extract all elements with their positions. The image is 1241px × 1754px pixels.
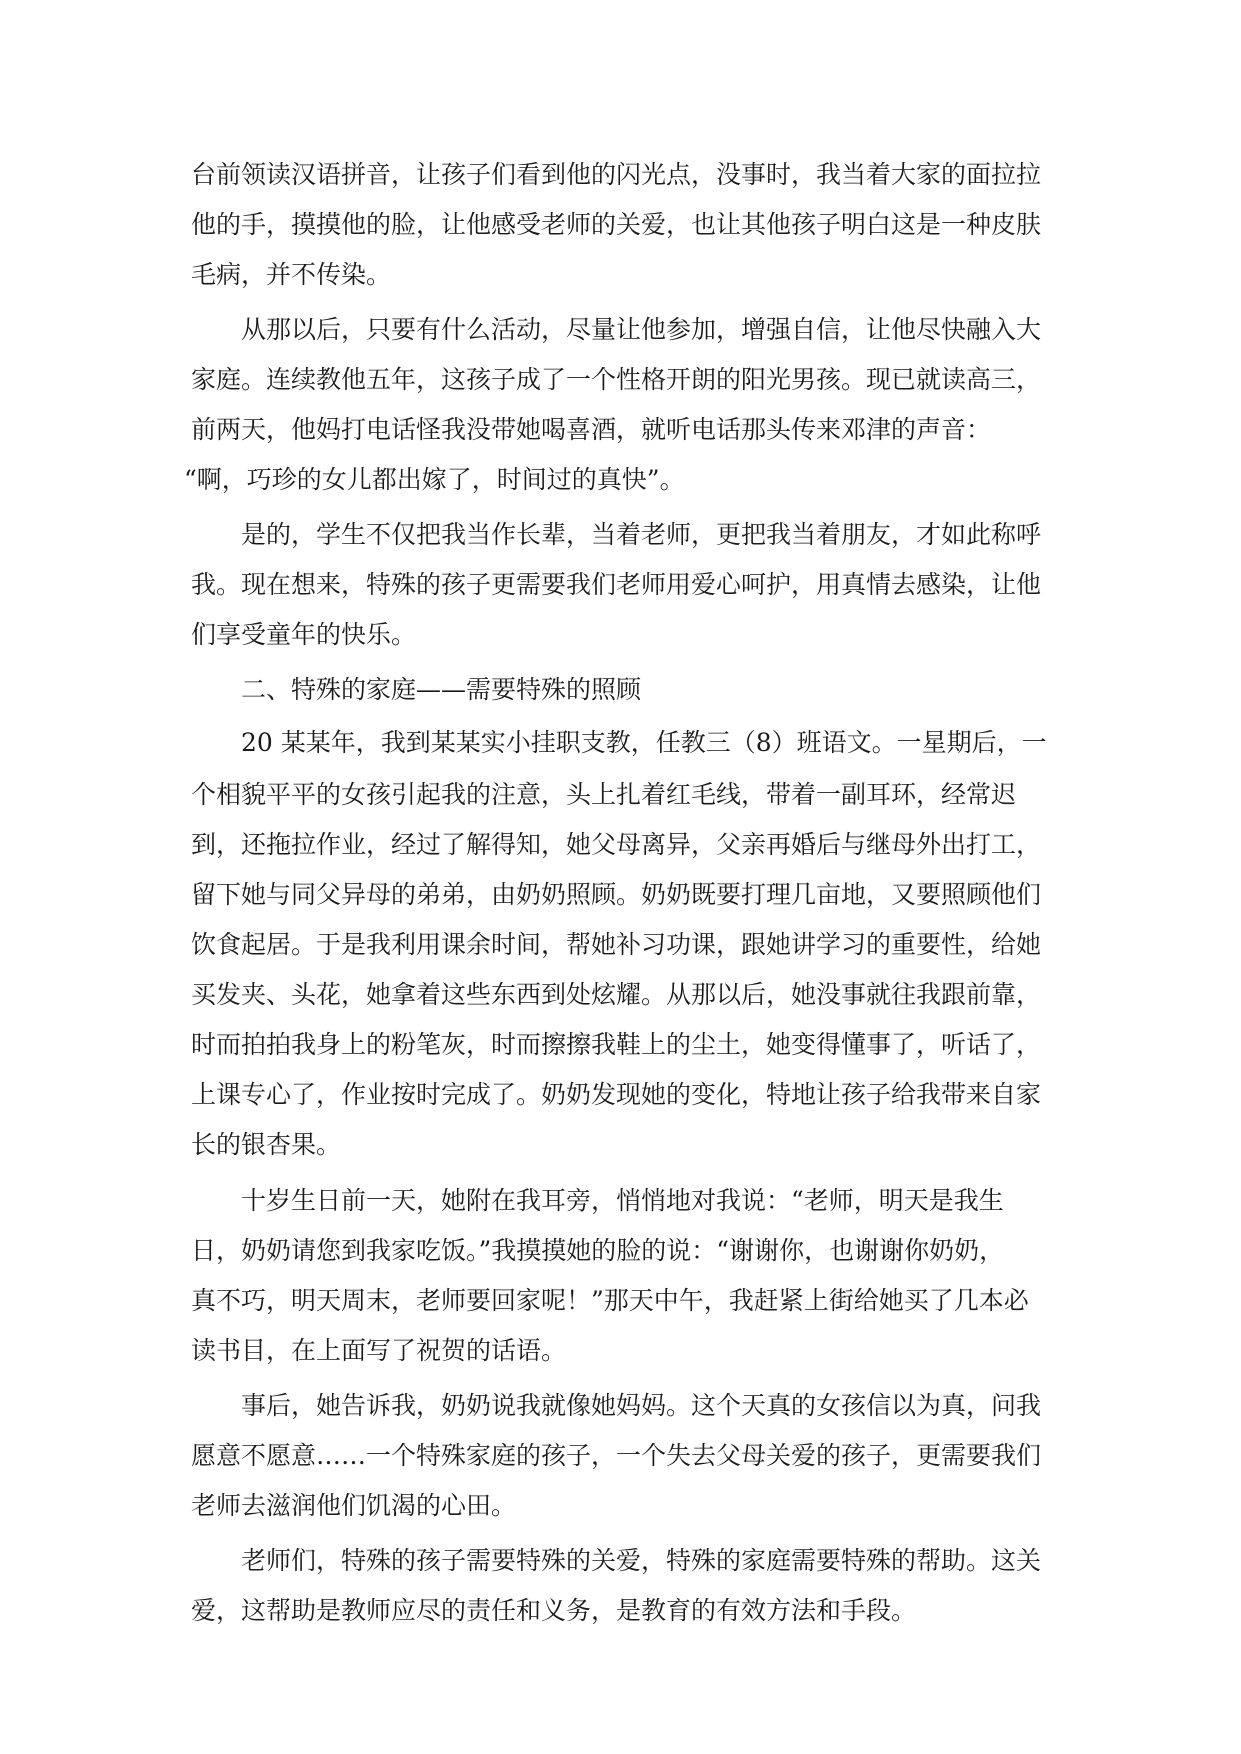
- text-line: 个相貌平平的女孩引起我的注意，头上扎着红毛线，带着一副耳环，经常迟: [191, 780, 1017, 809]
- text-line: 从那以后，只要有什么活动，尽量让他参加，增强自信，让他尽快融入大: [241, 315, 1042, 344]
- text-line: 老师去滋润他们饥渴的心田。: [191, 1491, 517, 1520]
- text-line: 家庭。连续教他五年，这孩子成了一个性格开朗的阳光男孩。现已就读高三，: [191, 365, 1042, 394]
- section-heading: 二、特殊的家庭——需要特殊的照顾: [241, 675, 642, 704]
- text-line: 真不巧，明天周末，老师要回家呢！”那天中午，我赶紧上街给她买了几本必: [191, 1286, 1029, 1315]
- text-line: 留下她与同父异母的弟弟，由奶奶照顾。奶奶既要打理几亩地，又要照顾他们: [191, 880, 1042, 909]
- text-line: 长的银杏果。: [191, 1130, 342, 1159]
- text-line: 前两天，他妈打电话怪我没带她喝喜酒，就听电话那头传来邓津的声音：: [191, 415, 992, 444]
- text-line: 买发夹、头花，她拿着这些东西到处炫耀。从那以后，她没事就往我跟前靠，: [191, 980, 1042, 1009]
- text-line: “啊，巧珍的女儿都出嫁了，时间过的真快”。: [184, 465, 685, 494]
- text-line: 上课专心了，作业按时完成了。奶奶发现她的变化，特地让孩子给我带来自家: [191, 1080, 1042, 1109]
- text-line: 到，还拖拉作业，经过了解得知，她父母离异，父亲再婚后与继母外出打工，: [191, 830, 1042, 859]
- text-line: 台前领读汉语拼音，让孩子们看到他的闪光点，没事时，我当着大家的面拉拉: [191, 160, 1042, 189]
- text-line: 是的，学生不仅把我当作长辈，当着老师，更把我当着朋友，才如此称呼: [241, 520, 1042, 549]
- text-line: 毛病，并不传染。: [191, 260, 392, 289]
- text-line: 老师们，特殊的孩子需要特殊的关爱，特殊的家庭需要特殊的帮助。这关: [241, 1546, 1042, 1575]
- text-line: 我。现在想来，特殊的孩子更需要我们老师用爱心呵护，用真情去感染，让他: [191, 570, 1042, 599]
- text-line: 们享受童年的快乐。: [191, 620, 417, 649]
- text-line: 爱，这帮助是教师应尽的责任和义务，是教育的有效方法和手段。: [191, 1596, 917, 1625]
- text-line: 读书目，在上面写了祝贺的话语。: [191, 1336, 567, 1365]
- text-line: 20 某某年，我到某某实小挂职支教，任教三（8）班语文。一星期后，一: [241, 728, 1047, 757]
- text-line: 时而拍拍我身上的粉笔灰，时而擦擦我鞋上的尘土，她变得懂事了，听话了，: [191, 1030, 1042, 1059]
- text-line: 十岁生日前一天，她附在我耳旁，悄悄地对我说：“老师，明天是我生: [241, 1186, 1004, 1215]
- text-line: 饮食起居。于是我利用课余时间，帮她补习功课，跟她讲学习的重要性，给她: [191, 930, 1042, 959]
- text-line: 事后，她告诉我，奶奶说我就像她妈妈。这个天真的女孩信以为真，问我: [241, 1391, 1042, 1420]
- text-line: 他的手，摸摸他的脸，让他感受老师的关爱，也让其他孩子明白这是一种皮肤: [191, 210, 1042, 239]
- text-line: 日，奶奶请您到我家吃饭。”我摸摸她的脸的说：“谢谢你，也谢谢你奶奶，: [191, 1236, 1005, 1265]
- text-line: 愿意不愿意……一个特殊家庭的孩子，一个失去父母关爱的孩子，更需要我们: [191, 1441, 1042, 1470]
